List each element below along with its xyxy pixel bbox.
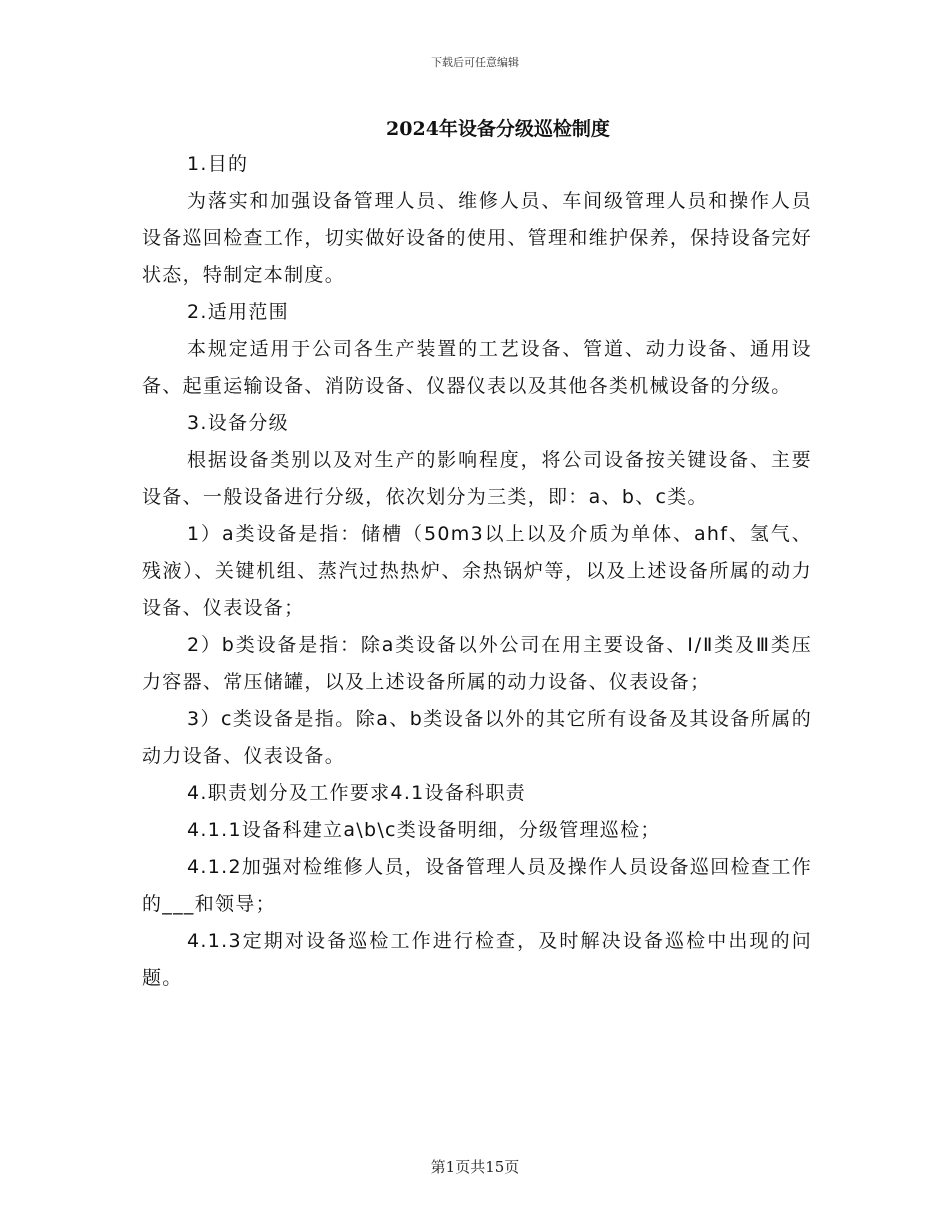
header-note: 下载后可任意编辑: [431, 56, 519, 69]
section-heading-purpose: 1.目的: [187, 153, 249, 175]
paragraph-4-1-3: 4.1.3定期对设备巡检工作进行检查，及时解决设备巡检中出现的问题。: [142, 930, 812, 989]
paragraph-4-1-1: 4.1.1设备科建立a\b\c类设备明细，分级管理巡检；: [187, 819, 661, 841]
page-number: 第1页共15页: [430, 1158, 520, 1176]
document-body: [142, 146, 812, 997]
paragraph-class-a: 1）a类设备是指：储槽（50m3以上以及介质为单体、ahf、氢气、残液）、关键机组、蒸汽过热热炉、余热锅炉等，以及上述设备所属的动力设备、仪表设备；: [142, 523, 812, 619]
document-title: 2024年设备分级巡检制度: [386, 118, 610, 140]
section-heading-classification: 3.设备分级: [187, 412, 289, 434]
paragraph-scope: 本规定适用于公司各生产装置的工艺设备、管道、动力设备、通用设备、起重运输设备、消防设备、仪器仪表以及其他各类机械设备的分级。: [142, 338, 812, 397]
section-heading-responsibilities: 4.职责划分及工作要求4.1设备科职责: [187, 782, 527, 804]
paragraph-class-b: 2）b类设备是指：除a类设备以外公司在用主要设备、Ⅰ/Ⅱ类及Ⅲ类压力容器、常压储罐，以及上述设备所属的动力设备、仪表设备；: [142, 634, 812, 693]
section-heading-scope: 2.适用范围: [187, 301, 289, 323]
paragraph-purpose: 为落实和加强设备管理人员、维修人员、车间级管理人员和操作人员设备巡回检查工作，切实做好设备的使用、管理和维护保养，保持设备完好状态，特制定本制度。: [142, 190, 812, 286]
paragraph-classification: 根据设备类别以及对生产的影响程度，将公司设备按关键设备、主要设备、一般设备进行分级，依次划分为三类，即：a、b、c类。: [142, 449, 812, 508]
paragraph-class-c: 3）c类设备是指。除a、b类设备以外的其它所有设备及其设备所属的动力设备、仪表设备。: [142, 708, 812, 767]
paragraph-4-1-2: 4.1.2加强对检维修人员，设备管理人员及操作人员设备巡回检查工作的___和领导；: [142, 856, 812, 915]
